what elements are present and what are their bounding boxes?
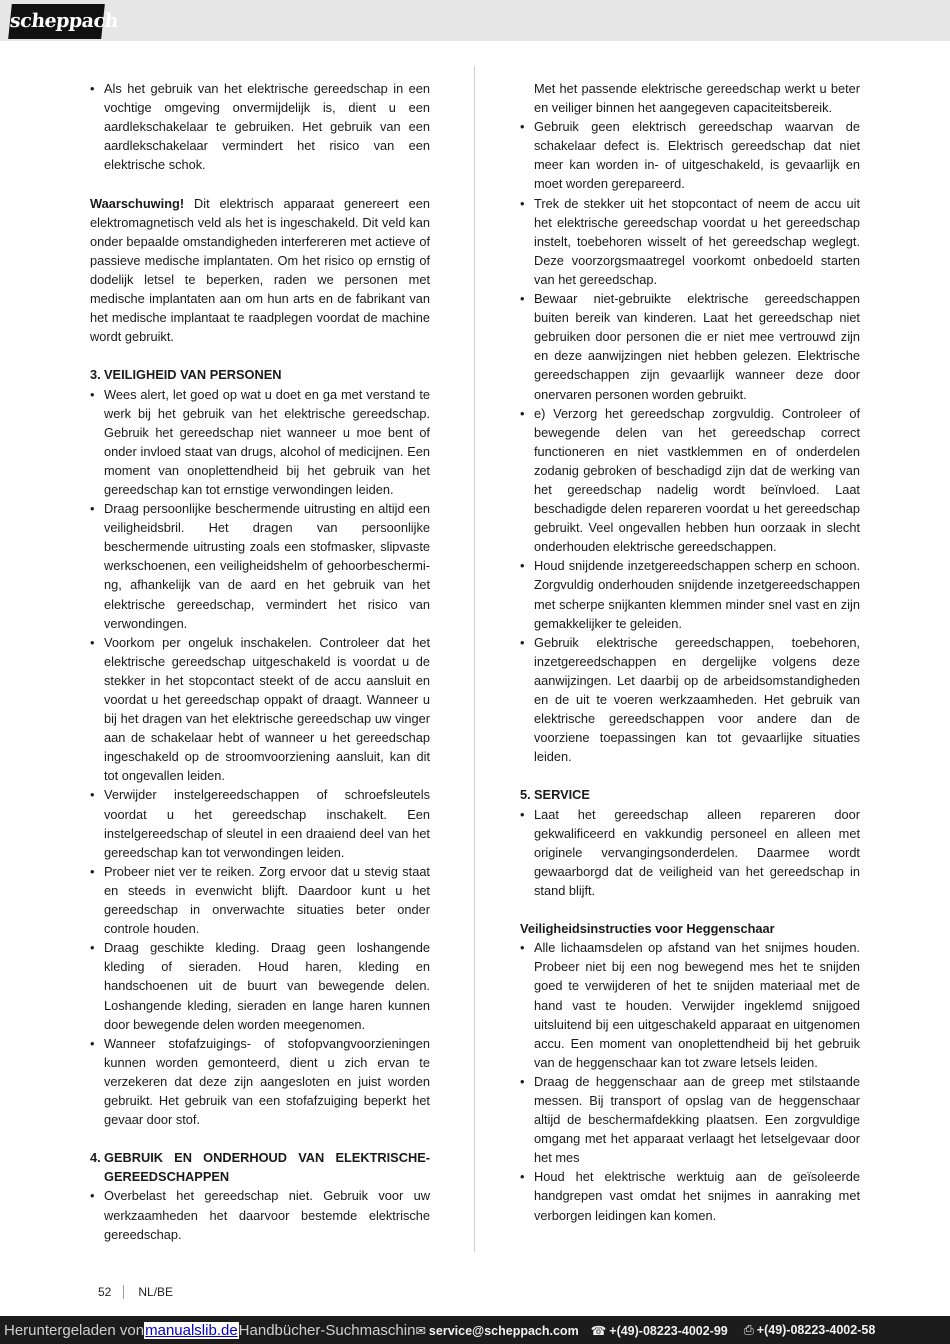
- column-divider: [474, 66, 475, 1252]
- language-code: NL/BE: [138, 1285, 174, 1299]
- downloaded-from-text: Heruntergeladen von: [4, 1321, 145, 1339]
- list-item: • Wanneer stofafzuigings- of stofopvangvoorzieningen kunnen worden gemonteerd, dient u zich ervan te verzekeren dat deze zijn aangesloten en juist worden gebruikt. Het gebruik van een stofafzuiging beperkt het gevaar door stof.: [90, 1034, 430, 1129]
- right-column: [520, 79, 860, 1225]
- warning-text: Dit elektrisch apparaat genereert een elektromagnetisch veld als het is ingeschakeld. Dit veld kan onder bepaalde omstandigheden interfereren met actieve of passieve medische implantaten. Om het risico op ernstig of dodelijk letsel te beperken, raden we personen met medische implantaten aan om hun arts en de fabrikant van het medische implantaat te raadplegen voordat de machine wordt gebruikt.: [90, 195, 430, 345]
- fax-icon: ⎙: [743, 1322, 754, 1337]
- header-band: [0, 0, 950, 41]
- list-item: • Alle lichaamsdelen op afstand van het snijmes houden. Probeer niet bij een nog bewegend mes het te snijden goed te verwijderen of het te snijden materiaal met de hand vast te houden. Verwijder ingeklemd snijgoed uitsluitend bij een uitgeschakeld apparaat en uitgenomen accu. Een moment van onoplettendheid bij het gebruik van de heggenschaar kan tot zware letsels leiden.: [520, 938, 860, 1072]
- list-item: • Gebruik geen elektrisch gereedschap waarvan de schakelaar defect is. Elektrisch gereedschap dat niet meer kan worden in- of uitgeschakeld, is gevaarlijk en moet worden gerepareerd.: [520, 117, 860, 193]
- phone-icon: ☎: [590, 1323, 607, 1338]
- page-footer: [98, 1284, 173, 1300]
- continuation-text: Met het passende elektrische gereedschap werkt u beter en veiliger binnen het aangegeven capaciteitsbereik.: [534, 81, 860, 116]
- scheppach-logo: scheppach: [8, 4, 105, 39]
- fax-text: +(49)-08223-4002-58: [756, 1322, 876, 1337]
- section-title: SERVICE: [534, 787, 590, 803]
- section-3-list: [90, 385, 430, 1130]
- section-title: GEBRUIK EN ONDERHOUD VAN ELEKTRISCHE-GEREEDSCHAPPEN: [104, 1150, 430, 1185]
- list-item: • Verwijder instelgereedschappen of schroefsleutels voordat u het gereedschap inschakelt. Een instelgereedschap of sleutel in een draaiend deel van het gereedschap kan tot verwondingen leiden.: [90, 785, 430, 861]
- hedge-safety-heading: Veiligheidsinstructies voor Heggenschaar: [520, 921, 775, 937]
- page-number: 52: [98, 1285, 124, 1299]
- warning-label: Waarschuwing!: [90, 195, 185, 211]
- list-item: • Als het gebruik van het elektrische gereedschap in een vochtige omgeving onvermijdelijk is, dient u een aardlekschakelaar te gebruiken. Het gebruik van een aardlekschakelaar vermindert het risico van een elektrische schok.: [90, 79, 430, 174]
- site-rest-text: Handbücher-Suchmaschin: [238, 1321, 416, 1339]
- section-4-list-continued: [520, 117, 860, 766]
- email-text: service@scheppach.com: [428, 1323, 579, 1338]
- manualslib-link[interactable]: manualslib.de: [145, 1321, 238, 1339]
- warning-paragraph: [90, 194, 430, 347]
- list-item: • Draag persoonlijke beschermende uitrusting en altijd een veiligheidsbril. Het dragen van persoonlijke beschermende uitrusting zoals een stofmasker, slipvaste werkschoenen, een veiligheidshelm of gehoorbeschermi-ng, afhankelijk van de aard en het gebruik van het elektrische gereedschap, vermindert het risico van verwondingen.: [90, 499, 430, 633]
- list-item: • Gebruik elektrische gereedschappen, toebehoren, inzetgereedschappen en dergelijke volgens deze aanwijzingen. Let daarbij op de arbeidsomstandigheden en de uit te voeren werkzaamheden. Het gebruik van elektrische gereedschappen voor andere dan de voorziene toepassingen kan tot gevaarlijke situaties leiden.: [520, 633, 860, 767]
- section-heading-4: [90, 1148, 430, 1186]
- list-item: • Houd snijdende inzetgereedschappen scherp en schoon. Zorgvuldig onderhouden snijdende inzetgereedschappen met scherpe snijkanten klemmen minder snel vast en zijn gemakkelijker te geleiden.: [520, 556, 860, 632]
- list-item: • Draag de heggenschaar aan de greep met stilstaande messen. Bij transport of opslag van de heggenschaar altijd de beschermafdekking plaatsen. Een zorgvuldige omgang met het apparaat verlaagt het letselgevaar door het mes: [520, 1072, 860, 1167]
- phone-text: +(49)-08223-4002-99: [609, 1323, 728, 1338]
- list-item: • Bewaar niet-gebruikte elektrische gereedschappen buiten bereik van kinderen. Laat het gereedschap niet gebruiken door personen die er niet mee vertrouwd zijn en deze aanwijzingen niet hebben gelezen. Elektrische gereedschappen zijn gevaarlijk wanneer deze door onervaren personen worden gebruikt.: [520, 289, 860, 404]
- hedge-list: [520, 938, 860, 1224]
- list-item: • Trek de stekker uit het stopcontact of neem de accu uit het elektrische gereedschap voordat u het gereedschap instelt, toebehoren wisselt of het gereedschap weglegt. Deze voorzorgsmaatregel voorkomt onbedoeld starten van het gereedschap.: [520, 194, 860, 289]
- section-4-list: [90, 1186, 430, 1243]
- list-item: • Probeer niet ver te reiken. Zorg ervoor dat u stevig staat en steeds in evenwicht blijft. Daardoor kunt u het gereedschap in onverwachte situaties beter onder controle houden.: [90, 862, 430, 938]
- section-5-list: [520, 805, 860, 900]
- service-fax: [744, 1323, 876, 1338]
- section-number: 5.: [520, 787, 531, 803]
- section-number: 4.: [90, 1150, 101, 1166]
- list-item: • Wees alert, let goed op wat u doet en ga met verstand te werk bij het gebruik van het elektrische gereedschap. Gebruik het gereedschap niet wanneer u moe bent of onder invloed staat van drugs, alcohol of medicijnen. Een moment van onoplettendheid bij het gebruik van het gereedschap kan tot ernstige verwondingen leiden.: [90, 385, 430, 500]
- intro-list: [90, 79, 430, 174]
- service-email: [415, 1323, 578, 1338]
- service-phone: [591, 1323, 728, 1338]
- list-item: • Laat het gereedschap alleen repareren door gekwalificeerd en vakkundig personeel en alleen met originele vervangingsonderdelen. Daarmee wordt gewaarborgd dat de veiligheid van het gereedschap in stand blijft.: [520, 805, 860, 900]
- list-item: • Draag geschikte kleding. Draag geen loshangende kleding of sieraden. Houd haren, kleding en handschoenen uit de buurt van bewegende delen. Loshangende kleding, sieraden en lange haren kunnen door bewegende delen worden meegenomen.: [90, 938, 430, 1033]
- download-bar: [0, 1316, 950, 1344]
- list-item: • Voorkom per ongeluk inschakelen. Controleer dat het elektrische gereedschap uitgeschakeld is voordat u de stekker in het stopcontact steekt of de accu aansluit en voordat u het gereedschap oppakt of draagt. Wanneer u bij het dragen van het elektrische gereedschap uw vinger aan de schakelaar hebt of wanneer u het gereedschap ingeschakeld op de stroomvoorziening aansluit, kan dit tot ongevallen leiden.: [90, 633, 430, 786]
- section-heading-5: [520, 785, 860, 804]
- section-number: 3.: [90, 367, 101, 383]
- list-item: • Houd het elektrische werktuig aan de geïsoleerde handgrepen vast omdat het snijmes in aanraking met verborgen leidingen kan komen.: [520, 1167, 860, 1224]
- section-heading-3: [90, 365, 430, 384]
- list-item: • Overbelast het gereedschap niet. Gebruik voor uw werkzaamheden het daarvoor bestemde elektrische gereedschap.: [90, 1186, 430, 1243]
- mail-icon: ✉: [415, 1323, 426, 1338]
- left-column: [90, 79, 430, 1244]
- section-title: VEILIGHEID VAN PERSONEN: [104, 367, 282, 383]
- list-item: • e) Verzorg het gereedschap zorgvuldig. Controleer of bewegende delen van het gereedschap correct functioneren en niet vastklemmen en of onderdelen zodanig gebroken of beschadigd zijn dat de werking van het gereedschap nadelig wordt beïnvloed. Laat beschadigde delen repareren voordat u het gereedschap gebruikt. Veel ongevallen hebben hun oorzaak in slecht onderhouden elektrische gereedschappen.: [520, 404, 860, 557]
